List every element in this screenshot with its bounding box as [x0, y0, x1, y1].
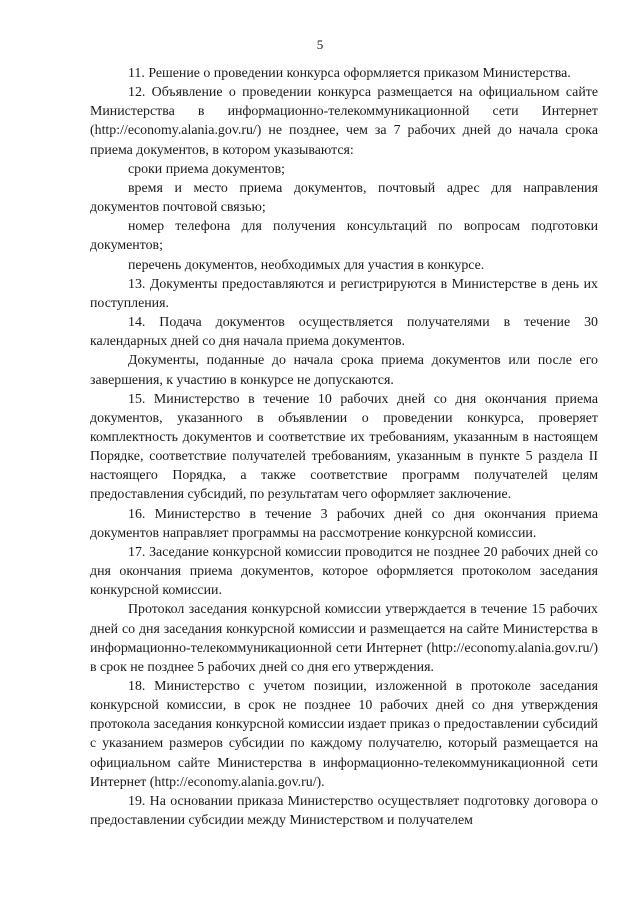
- paragraph-17: 17. Заседание конкурсной комиссии проводится не позднее 20 рабочих дней со дня окончания приема документов, которое оформляется протоколом заседания конкурсной комиссии.: [90, 544, 598, 599]
- paragraph-17-protocol: Протокол заседания конкурсной комиссии утверждается в течение 15 рабочих дней со дня заседания конкурсной комиссии и размещается на сайте Министерства в информационно-телекоммуникационной сети Интернет (http://economy.alania.gov.ru/) в срок не позднее 5 рабочих дней со дня его утверждения.: [90, 602, 598, 675]
- paragraph-11: 11. Решение о проведении конкурса оформляется приказом Министерства.: [128, 66, 571, 81]
- paragraph-13: 13. Документы предоставляются и регистрируются в Министерстве в день их поступления.: [90, 276, 598, 311]
- paragraph-15: 15. Министерство в течение 10 рабочих дней со дня окончания приема документов, указанного в объявлении о проведении конкурса, проверяет комплектность документов и соответствие их требованиям, указанным в настоящем Порядке, соответствие получателей требованиям, указанным в пункте 5 раздела II настоящего Порядка, а также соответствие программ получателей целям предоставления субсидий, по результатам чего оформляет заключение.: [90, 391, 598, 503]
- page-number: 5: [316, 37, 324, 52]
- paragraph-14-note: Документы, поданные до начала срока приема документов или после его завершения, к участию в конкурсе не допускаются.: [90, 353, 598, 388]
- list-item-documents: перечень документов, необходимых для участия в конкурсе.: [128, 257, 485, 273]
- paragraph-12: 12. Объявление о проведении конкурса размещается на официальном сайте Министерства в информационно-телекоммуникационной сети Интернет (http://economy.alania.gov.ru/) не позднее, чем за 7 рабочих дней до начала срока приема документов, в котором указываются:: [90, 85, 598, 158]
- paragraph-18: 18. Министерство с учетом позиции, изложенной в протоколе заседания конкурсной комиссии, в срок не позднее 10 рабочих дней со дня утверждения протокола заседания конкурсной комиссии издает приказ о предоставлении субсидий с указанием размеров субсидии по каждому получателю, который размещается на официальном сайте Министерства в информационно-телекоммуникационной сети Интернет (http://economy.alania.gov.ru/).: [90, 679, 598, 790]
- paragraph-14: 14. Подача документов осуществляется получателями в течение 30 календарных дней со дня начала приема документов.: [90, 315, 598, 350]
- list-item-phone: номер телефона для получения консультаций по вопросам подготовки документов;: [90, 219, 598, 254]
- paragraph-19: 19. На основании приказа Министерство осуществляет подготовку договора о предоставлении субсидии между Министерством и получателем: [90, 793, 598, 829]
- paragraph-16: 16. Министерство в течение 3 рабочих дней со дня окончания приема документов направляет программы на рассмотрение конкурсной комиссии.: [90, 506, 598, 541]
- list-item-time-place: время и место приема документов, почтовый адрес для направления документов почтовой связью;: [90, 180, 598, 216]
- list-item-deadlines: сроки приема документов;: [128, 161, 285, 177]
- document-body: [90, 64, 598, 830]
